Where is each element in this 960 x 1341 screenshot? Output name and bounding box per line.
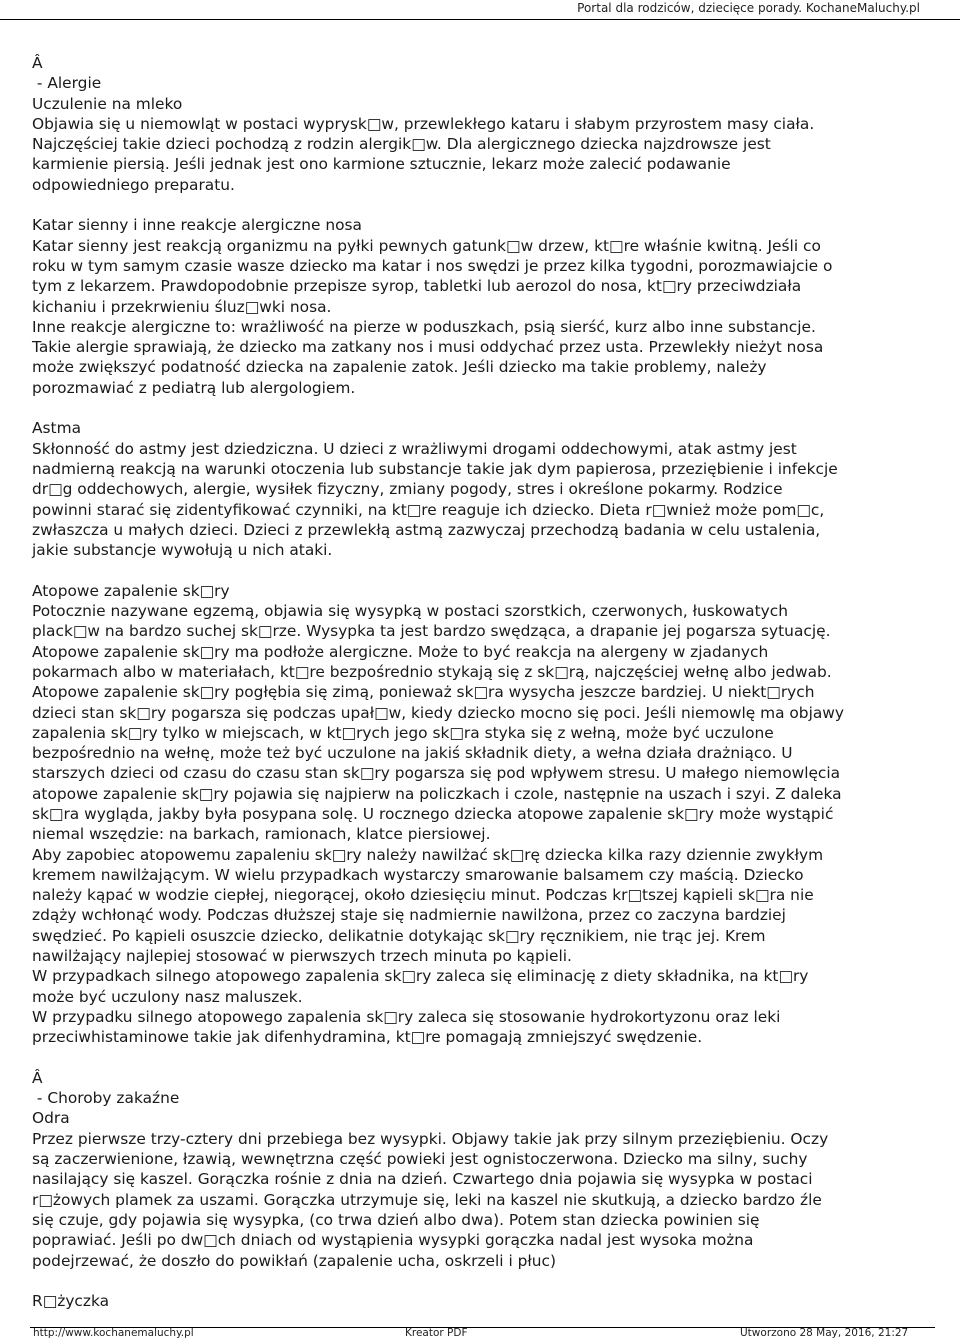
subsection-heading: Katar sienny i inne reakcje alergiczne nosa (32, 216, 362, 235)
text-line: atopowe zapalenie sk□ry pojawia się najpierw na policzkach i czole, następnie na uszach i szyi. Z daleka (32, 784, 842, 803)
text-line: Przez pierwsze trzy-cztery dni przebiega bez wysypki. Objawy takie jak przy silnym przeziębieniu. Oczy (32, 1129, 829, 1148)
text-line: Inne reakcje alergiczne to: wrażliwość na pierze w poduszkach, psią sierść, kurz albo inne substancje. (32, 317, 816, 336)
footer-url: http://www.kochanemaluchy.pl (33, 1327, 194, 1339)
text-line: nasilający się kaszel. Gorączka rośnie z dnia na dzień. Czwartego dnia pojawia się wysypka w postaci (32, 1170, 813, 1189)
text-line: roku w tym samym czasie wasze dziecko ma katar i nos swędzi je przez kilka tygodni, porozmawiajcie o (32, 256, 833, 275)
footer-created: Utworzono 28 May, 2016, 21:27 (740, 1327, 909, 1339)
text-line: plack□w na bardzo suchej sk□rze. Wysypka ta jest bardzo swędząca, a drapanie jej pogarsza sytuację. (32, 622, 831, 641)
text-line: kichaniu i przekrwieniu śluz□wki nosa. (32, 297, 332, 316)
text-line: przeciwhistaminowe takie jak difenhydramina, kt□re pomagają zmniejszyć swędzenie. (32, 1028, 703, 1047)
text-line: odpowiedniego preparatu. (32, 175, 235, 194)
text-line: powinni starać się zidentyfikować czynniki, na kt□re reaguje ich dziecko. Dieta r□wnież może pom□c, (32, 500, 825, 519)
text-line: nadmierną reakcją na warunki otoczenia lub substancje takie jak dym papierosa, przeziębienie i infekcje (32, 459, 838, 478)
subsection-heading: Atopowe zapalenie sk□ry (32, 581, 230, 600)
text-line: kremem nawilżającym. W wielu przypadkach wystarczy smarowanie balsamem czy maścią. Dziecko (32, 865, 804, 884)
text-line: bezpośrednio na wełnę, może też być uczulone na jakiś składnik diety, a wełna działa drażniąco. U (32, 744, 793, 763)
text-line: dr□g oddechowych, alergie, wysiłek fizyczny, zmiany pogody, stres i określone pokarmy. Rodzice (32, 480, 783, 499)
section-choroby-zakazne (32, 1068, 932, 1271)
text-line: dzieci stan sk□ry pogarsza się podczas upał□w, kiedy dziecko mocno się poci. Jeśli niemowlę ma objawy (32, 703, 844, 722)
text-line: są zaczerwienione, łzawią, wewnętrzna część powieki jest ognistoczerwona. Dziecko ma silny, suchy (32, 1150, 808, 1169)
text-line: Aby zapobiec atopowemu zapaleniu sk□ry należy nawilżać sk□rę dziecka kilka razy dziennie zwykłym (32, 845, 824, 864)
text-line: się czuje, gdy pojawia się wysypka, (co trwa dzień albo dwa). Potem stan dziecka powinien się (32, 1210, 760, 1229)
section-alergie (32, 53, 932, 195)
text-line: poprawiać. Jeśli po dw□ch dniach od wystąpienia wysypki gorączka nadal jest wysoka można (32, 1231, 754, 1250)
text-line: zdąży wchłonąć wody. Podczas dłuższej staje się nadmiernie nawilżona, przez co zaczyna bardziej (32, 906, 786, 925)
text-line: pokarmach albo w materiałach, kt□re bezpośrednio stykają się z sk□rą, najczęściej wełnę albo jedwab. (32, 662, 832, 681)
section-katar (32, 215, 932, 398)
header-title: Portal dla rodziców, dziecięce porady. KochaneMaluchy.pl (577, 1, 920, 15)
text-line: Takie alergie sprawiają, że dziecko ma zatkany nos i musi oddychać przez usta. Przewlekły nieżyt nosa (32, 338, 824, 357)
text-line: swędzieć. Po kąpieli osuszcie dziecko, delikatnie dotykając sk□ry ręcznikiem, nie trąc jej. Krem (32, 926, 766, 945)
text-line: W przypadku silnego atopowego zapalenia sk□ry zaleca się stosowanie hydrokortyzonu oraz leki (32, 1007, 781, 1026)
text-line: Objawia się u niemowląt w postaci wyprysk□w, przewlekłego kataru i słabym przyrostem masy ciała. (32, 114, 815, 133)
text-line: karmienie piersią. Jeśli jednak jest ono karmione sztucznie, lekarz może zalecić podawanie (32, 155, 731, 174)
text-line: może być uczulony nasz maluszek. (32, 987, 303, 1006)
text-line: jakie substancje wywołują u nich ataki. (32, 541, 333, 560)
subsection-heading: Uczulenie na mleko (32, 94, 183, 113)
text-line: nawilżający najlepiej stosować w pierwszych trzech minuta po kąpieli. (32, 947, 572, 966)
text-line: Potocznie nazywane egzemą, objawia się wysypką w postaci szorstkich, czerwonych, łuskowatych (32, 602, 788, 621)
subsection-heading: Odra (32, 1109, 70, 1128)
text-line: Katar sienny jest reakcją organizmu na pyłki pewnych gatunk□w drzew, kt□re właśnie kwitną. Jeśli co (32, 236, 821, 255)
text-line: Â (32, 54, 43, 72)
text-line: Atopowe zapalenie sk□ry ma podłoże alergiczne. Może to być reakcja na alergeny w zjadanych (32, 642, 769, 661)
text-line: sk□ra wygląda, jakby była posypana solę. U rocznego dziecka atopowe zapalenie sk□ry może wystąpić (32, 804, 834, 823)
text-line: należy kąpać w wodzie ciepłej, niegorącej, około dziesięciu minut. Podczas kr□tszej kąpieli sk□ra nie (32, 886, 814, 905)
text-line: może zwiększyć podatność dziecka na zapalenie zatok. Jeśli dziecko ma takie problemy, należy (32, 358, 767, 377)
text-line: Skłonność do astmy jest dziedziczna. U dzieci z wrażliwymi drogami oddechowymi, atak astmy jest (32, 439, 797, 458)
page-header (0, 0, 960, 20)
section-heading: - Choroby zakaźne (32, 1089, 180, 1108)
text-line: zwłaszcza u małych dzieci. Dzieci z przewlekłą astmą zazwyczaj przechodzą badania w celu ustalenia, (32, 520, 821, 539)
section-heading: - Alergie (32, 74, 102, 93)
section-rozyczka (32, 1291, 932, 1311)
text-line: Â (32, 1068, 43, 1087)
text-line: r□żowych plamek za uszami. Gorączka utrzymuje się, leki na kaszel nie skutkują, a dziecko bardzo źle (32, 1190, 822, 1209)
text-line: starszych dzieci od czasu do czasu stan sk□ry pogarsza się pod wpływem stresu. U małego niemowlęcia (32, 764, 841, 783)
footer-creator: Kreator PDF (405, 1327, 468, 1339)
text-line: zapalenia sk□ry tylko w miejscach, w kt□rych jego sk□ra styka się z wełną, może być uczulone (32, 723, 774, 742)
text-line: Atopowe zapalenie sk□ry pogłębia się zimą, ponieważ sk□ra wysycha jeszcze bardziej. U niekt□rych (32, 683, 815, 702)
text-line: podejrzewać, że doszło do powikłań (zapalenie ucha, oskrzeli i płuc) (32, 1251, 556, 1270)
text-line: porozmawiać z pediatrą lub alergologiem. (32, 378, 356, 397)
subsection-heading: Astma (32, 419, 82, 438)
section-atopowe (32, 581, 932, 1048)
text-line: Najczęściej takie dzieci pochodzą z rodzin alergik□w. Dla alergicznego dziecka najzdrowsze jest (32, 135, 771, 154)
article-content (32, 53, 932, 1311)
text-line: W przypadkach silnego atopowego zapalenia sk□ry zaleca się eliminację z diety składnika, na kt□ry (32, 967, 809, 986)
subsection-heading: R□życzka (32, 1292, 110, 1311)
section-astma (32, 418, 932, 560)
text-line: niemal wszędzie: na barkach, ramionach, klatce piersiowej. (32, 825, 491, 844)
text-line: tym z lekarzem. Prawdopodobnie przepisze syrop, tabletki lub aerozol do nosa, kt□ry przeciwdziała (32, 277, 802, 296)
